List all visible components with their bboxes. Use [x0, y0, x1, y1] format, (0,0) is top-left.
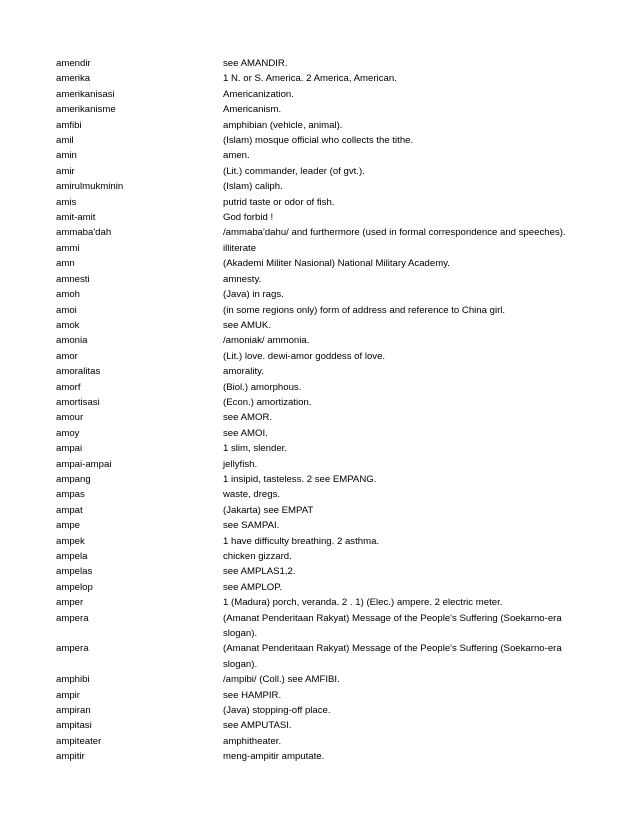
dictionary-entry — [56, 287, 586, 302]
dictionary-entry — [56, 441, 586, 456]
dictionary-entry — [56, 611, 586, 642]
entry-definition: (Java) in rags. — [223, 289, 284, 301]
entry-definition: amorality. — [223, 366, 264, 378]
entry-term: amoi — [56, 304, 77, 316]
dictionary-entry — [56, 534, 586, 549]
entry-definition: Americanism. — [223, 104, 282, 116]
entry-definition: (Jakarta) see EMPAT — [223, 504, 314, 516]
dictionary-entry — [56, 749, 586, 764]
dictionary-entry — [56, 395, 586, 410]
entry-definition: (Econ.) amortization. — [223, 396, 312, 408]
entry-term: ampas — [56, 489, 85, 501]
entry-term: amper — [56, 597, 84, 609]
dictionary-entry — [56, 318, 586, 333]
entry-definition: (Java) stopping-off place. — [223, 705, 331, 717]
dictionary-entry — [56, 364, 586, 379]
dictionary-entry — [56, 580, 586, 595]
dictionary-entry — [56, 718, 586, 733]
entry-definition: 1 N. or S. America. 2 America, American. — [223, 73, 397, 85]
entry-term: amonia — [56, 335, 88, 347]
dictionary-entry — [56, 148, 586, 163]
entry-definition: see AMPUTASI. — [223, 720, 292, 732]
dictionary-entry — [56, 333, 586, 348]
entry-term: ampiran — [56, 705, 91, 717]
dictionary-entry — [56, 225, 586, 240]
dictionary-entry — [56, 179, 586, 194]
entry-definition: (in some regions only) form of address and reference to China girl. — [223, 304, 506, 316]
dictionary-entry — [56, 688, 586, 703]
dictionary-entry — [56, 457, 586, 472]
dictionary-entry — [56, 87, 586, 102]
dictionary-entry — [56, 549, 586, 564]
dictionary-entry-list — [56, 56, 586, 765]
entry-term: ampe — [56, 520, 80, 532]
entry-definition: illiterate — [223, 242, 257, 254]
entry-definition: see AMOI. — [223, 427, 268, 439]
entry-definition: waste, dregs. — [223, 489, 281, 501]
entry-definition: (Lit.) love. dewi-amor goddess of love. — [223, 350, 386, 362]
entry-definition: amphitheater. — [223, 735, 282, 747]
entry-definition: (Islam) mosque official who collects the tithe. — [223, 135, 414, 147]
entry-definition: jellyfish. — [223, 458, 258, 470]
entry-term: amphibi — [56, 674, 90, 686]
entry-definition: (Amanat Penderitaan Rakyat) Message of the People's Suffering (Soekarno-era slogan). — [223, 643, 562, 670]
entry-term: amortisasi — [56, 396, 100, 408]
entry-definition: (Lit.) commander, leader (of gvt.). — [223, 165, 365, 177]
entry-definition: amphibian (vehicle, animal). — [223, 119, 343, 131]
entry-term: ampelop — [56, 581, 93, 593]
dictionary-entry — [56, 518, 586, 533]
entry-definition: see AMPLOP. — [223, 581, 283, 593]
entry-definition: 1 slim, slender. — [223, 443, 287, 455]
dictionary-entry — [56, 672, 586, 687]
entry-term: amfibi — [56, 119, 82, 131]
entry-definition: amen. — [223, 150, 250, 162]
entry-definition: /ampibi/ (Coll.) see AMFIBI. — [223, 674, 340, 686]
entry-term: amok — [56, 319, 80, 331]
entry-definition: chicken gizzard. — [223, 551, 292, 562]
entry-term: amoh — [56, 289, 80, 301]
entry-term: amour — [56, 412, 84, 424]
entry-term: ampitir — [56, 751, 85, 763]
entry-term: ammaba'dah — [56, 227, 112, 239]
entry-definition: (Islam) caliph. — [223, 181, 283, 193]
entry-term: ampek — [56, 535, 85, 547]
dictionary-entry — [56, 380, 586, 395]
entry-term: amor — [56, 350, 78, 362]
entry-term: amerikanisasi — [56, 88, 115, 100]
entry-term: amn — [56, 258, 75, 270]
entry-definition: amnesty. — [223, 273, 262, 285]
entry-term: amnesti — [56, 273, 90, 285]
dictionary-entry — [56, 595, 586, 610]
entry-definition: God forbid ! — [223, 212, 274, 224]
entry-term: amerika — [56, 73, 91, 85]
dictionary-entry — [56, 56, 586, 71]
entry-definition: (Biol.) amorphous. — [223, 381, 302, 393]
entry-term: ampiteater — [56, 735, 102, 747]
dictionary-entry — [56, 472, 586, 487]
dictionary-entry — [56, 734, 586, 749]
dictionary-entry — [56, 641, 586, 672]
entry-term: ampat — [56, 504, 83, 516]
entry-term: amis — [56, 196, 77, 208]
dictionary-entry — [56, 349, 586, 364]
entry-term: amerikanisme — [56, 104, 116, 116]
dictionary-entry — [56, 487, 586, 502]
entry-term: amendir — [56, 58, 91, 69]
entry-definition: see AMANDIR. — [223, 58, 288, 69]
entry-term: ampai-ampai — [56, 458, 112, 470]
entry-term: amir — [56, 165, 75, 177]
dictionary-entry — [56, 118, 586, 133]
entry-definition: see AMOR. — [223, 412, 273, 424]
entry-definition: Americanization. — [223, 88, 294, 100]
dictionary-entry — [56, 703, 586, 718]
entry-definition: see SAMPAI. — [223, 520, 280, 532]
entry-term: amoy — [56, 427, 80, 439]
dictionary-entry — [56, 303, 586, 318]
entry-term: ampera — [56, 643, 89, 655]
entry-term: amin — [56, 150, 77, 162]
entry-definition: see HAMPIR. — [223, 689, 282, 701]
entry-definition: /amoniak/ ammonia. — [223, 335, 310, 347]
entry-term: amorf — [56, 381, 81, 393]
dictionary-entry — [56, 164, 586, 179]
entry-term: amil — [56, 135, 74, 147]
dictionary-entry — [56, 71, 586, 86]
dictionary-entry — [56, 210, 586, 225]
dictionary-entry — [56, 272, 586, 287]
entry-definition: putrid taste or odor of fish. — [223, 196, 335, 208]
dictionary-entry — [56, 256, 586, 271]
entry-definition: 1 have difficulty breathing. 2 asthma. — [223, 535, 380, 547]
dictionary-entry — [56, 426, 586, 441]
entry-definition: see AMUK. — [223, 319, 271, 331]
dictionary-entry — [56, 133, 586, 148]
dictionary-entry — [56, 564, 586, 579]
entry-definition: meng-ampitir amputate. — [223, 751, 325, 763]
entry-definition: 1 insipid, tasteless. 2 see EMPANG. — [223, 473, 377, 485]
entry-term: ampitasi — [56, 720, 92, 732]
entry-term: ammi — [56, 242, 80, 254]
entry-term: amoralitas — [56, 366, 101, 378]
entry-term: ampang — [56, 473, 91, 485]
entry-definition: (Amanat Penderitaan Rakyat) Message of the People's Suffering (Soekarno-era slogan). — [223, 612, 562, 640]
entry-term: ampelas — [56, 566, 93, 578]
dictionary-entry — [56, 195, 586, 210]
entry-definition: /ammaba'dahu/ and furthermore (used in formal correspondence and speeches). — [223, 227, 566, 239]
entry-term: amirulmukminin — [56, 181, 124, 193]
entry-term: ampera — [56, 612, 89, 624]
dictionary-entry — [56, 410, 586, 425]
dictionary-entry — [56, 241, 586, 256]
entry-definition: 1 (Madura) porch, veranda. 2 . 1) (Elec.) ampere. 2 electric meter. — [223, 597, 503, 609]
entry-term: ampela — [56, 551, 88, 562]
entry-definition: (Akademi Militer Nasional) National Military Academy. — [223, 258, 450, 270]
entry-term: amit-amit — [56, 212, 96, 224]
dictionary-entry — [56, 102, 586, 117]
entry-term: ampir — [56, 689, 80, 701]
entry-term: ampai — [56, 443, 83, 455]
dictionary-entry — [56, 503, 586, 518]
entry-definition: see AMPLAS1,2. — [223, 566, 296, 578]
